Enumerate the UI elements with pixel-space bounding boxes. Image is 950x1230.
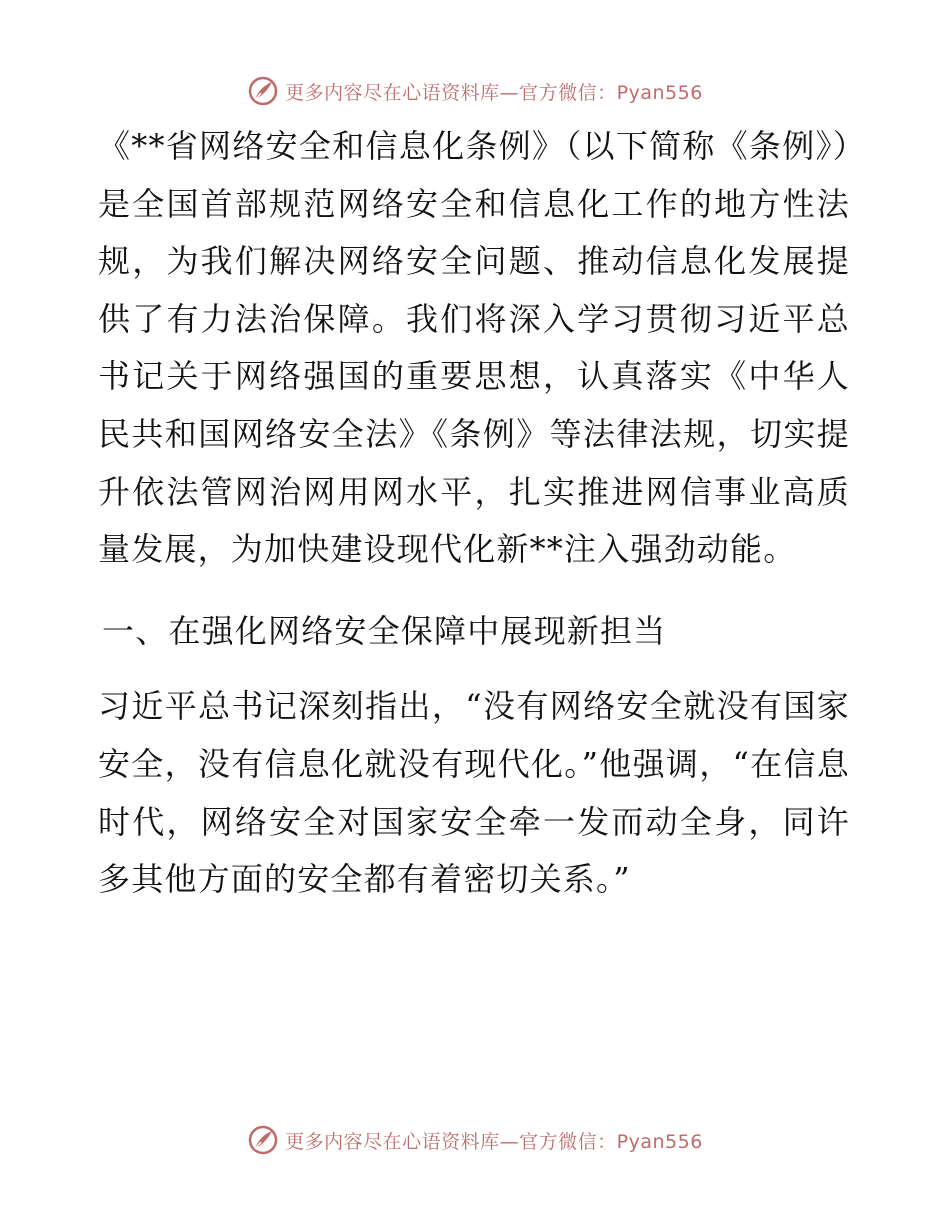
paragraph-intro: 《**省网络安全和信息化条例》（以下简称《条例》）是全国首部规范网络安全和信息化工作的地方性法规，为我们解决网络安全问题、推动信息化发展提供了有力法治保障。我们将深入学习贯彻习近平总书记关于网络强国的重要思想，认真落实《中华人民共和国网络安全法》《条例》等法律法规，切实提升依法管网治网用网水平，扎实推进网信事业高质量发展，为加快建设现代化新**注入强劲动能。 — [98, 127, 850, 569]
section-heading-1: 一、在强化网络安全保障中展现新担当 — [102, 611, 667, 650]
watermark-text: 更多内容尽在心语资料库—官方微信：Pyan556 — [285, 81, 703, 104]
watermark-text: 更多内容尽在心语资料库—官方微信：Pyan556 — [285, 1130, 703, 1153]
quill-logo-icon — [247, 75, 279, 107]
document-body — [98, 118, 850, 909]
paragraph-quote: 习近平总书记深刻指出，“没有网络安全就没有国家安全，没有信息化就没有现代化。”他强调，“在信息时代，网络安全对国家安全牵一发而动全身，同许多其他方面的安全都有着密切关系。” — [98, 687, 850, 899]
watermark-banner-bottom — [0, 1120, 950, 1160]
quill-logo-icon — [247, 1124, 279, 1156]
watermark-banner-top — [0, 71, 950, 111]
